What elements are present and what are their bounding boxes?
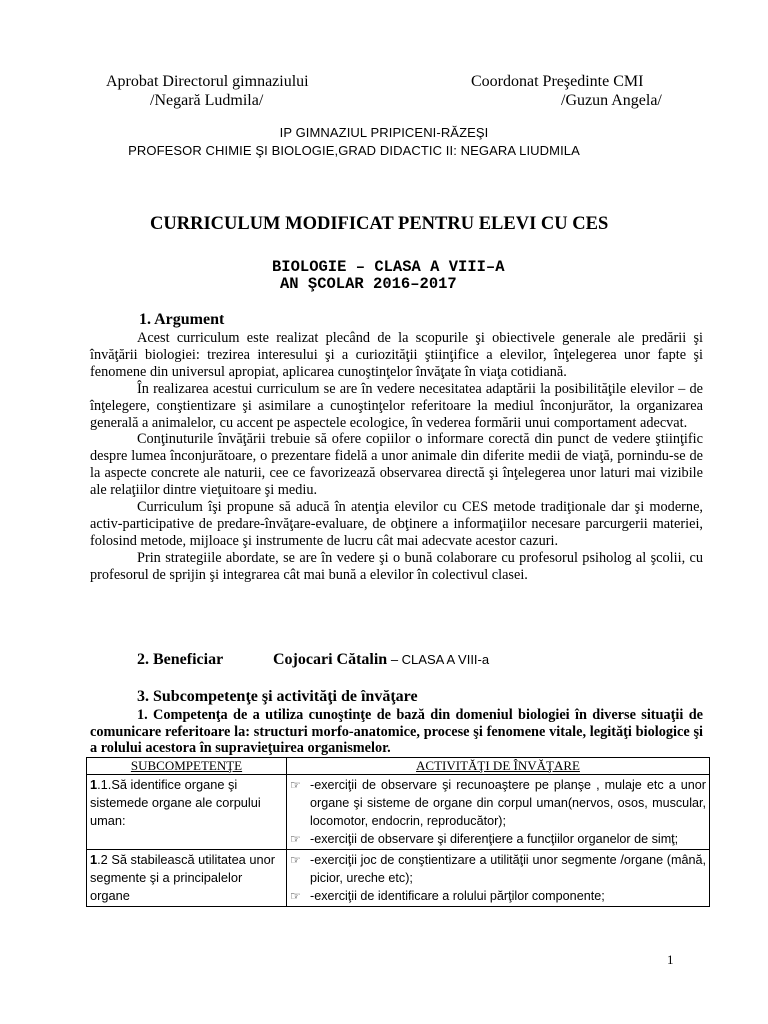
document-title: CURRICULUM MODIFICAT PENTRU ELEVI CU CES <box>150 214 609 234</box>
competence-text: 1. Competenţa de a utiliza cunoştinţe de bază din domeniul biologiei în diverse situaţii de comunicare referitoare la: structuri morfo-anatomice, procese şi fenomene vitale, legităţi biologice şi a rolului acestora în supravieţuirea organismelor. <box>90 707 703 757</box>
subtitle-year: AN ŞCOLAR 2016–2017 <box>280 275 457 293</box>
subcompetenta-cell <box>87 850 287 907</box>
subtitle-subject: BIOLOGIE – CLASA A VIII–A <box>272 258 505 276</box>
activity-text: -exerciţii de observare şi recunoaştere pe planşe , mulaje etc a unor organe şi sisteme de organe din corpul uman(nervos, osos, muscular, locomotor, endocrin, reproducător); <box>310 778 706 828</box>
argument-paragraph: Prin strategiile abordate, se are în vedere şi o bună colaborare cu profesorul psiholog al şcolii, cu profesorul de sprijin şi integrarea cât mai bună a elevilor în colectivul clasei. <box>90 549 703 583</box>
hand-pointing-icon: ☞ <box>290 853 301 867</box>
argument-paragraph: În realizarea acestui curriculum se are în vedere necesitatea adaptării la posibilităţile elevilor – de înţelegere, conştientizare şi asimilare a cunoştinţelor referitoare la mediul înconjurător, la organizarea generală a animalelor, cu accent pe aspectele ecologice, în vederea formării unui comportament adecvat. <box>90 380 703 431</box>
competence-statement <box>90 707 703 757</box>
argument-paragraph: Acest curriculum este realizat plecând de la scopurile şi obiectivele generale ale predării şi învăţării biologiei: trezirea interesului şi a curiozităţii ştiinţifice a elevilor, înţelegerea unor fapte şi fenomene din universul apropiat, aplicarea cunoştinţelor învăţate în viaţa cotidiană. <box>90 330 703 380</box>
approval-left-line2: /Negară Ludmila/ <box>150 92 264 109</box>
subcompetenta-number: 1 <box>90 852 98 867</box>
approval-right-line2: /Guzun Angela/ <box>561 92 662 109</box>
subcompetenta-number: 1 <box>90 777 98 792</box>
hand-pointing-icon: ☞ <box>290 778 301 792</box>
activity-item <box>290 830 706 848</box>
subcompetente-table <box>86 757 710 907</box>
argument-paragraph: Curriculum îşi propune să aducă în atenţia elevilor cu CES metode tradiţionale dar şi moderne, activ-participative de predare-învăţare-evaluare, de obţinere a informaţiilor necesare parcurgerii materiei, folosind metode, mijloace şi instrumente de lucru cât mai adecvate acestor cazuri. <box>90 499 703 549</box>
school-name: IP GIMNAZIUL PRIPICENI-RĂZEŞI <box>279 125 489 140</box>
activity-text: -exerciţii de identificare a rolului părţilor componente; <box>310 889 605 903</box>
subcompetenta-cell <box>87 775 287 850</box>
hand-pointing-icon: ☞ <box>290 832 301 846</box>
beneficiar-heading: 2. Beneficiar <box>137 651 224 668</box>
activity-text: -exerciţii joc de conştientizare a utilităţii unor segmente /organe (mână, picior, ureche etc); <box>310 853 706 885</box>
activities-cell <box>287 850 710 907</box>
table-header-row <box>87 758 710 775</box>
subcompetenta-text: .1.Să identifice organe şi sistemede organe ale corpului uman: <box>90 777 261 828</box>
activity-item <box>290 851 706 887</box>
beneficiar-class: – CLASA A VIII-a <box>387 652 490 667</box>
activities-cell <box>287 775 710 850</box>
activity-item <box>290 776 706 830</box>
approval-left-line1: Aprobat Directorul gimnaziului <box>106 73 309 90</box>
beneficiar-name: Cojocari Cătalin <box>273 651 388 668</box>
argument-heading: 1. Argument <box>139 311 225 328</box>
hand-pointing-icon: ☞ <box>290 889 301 903</box>
table-header-subcompetente: SUBCOMPETENŢE <box>87 758 287 775</box>
argument-paragraph: Conţinuturile învăţării trebuie să ofere copiilor o informare corectă din punct de vedere ştiinţific despre lumea înconjurătoare, o prezentare fidelă a unor animale din diferite medii de viaţă, pornindu-se de la aspecte concrete ale naturii, cee ce favorizează observarea directă şi înţelegerea unor laturi mai vizibile ale relaţiilor dintre vieţuitoare şi mediu. <box>90 431 703 499</box>
beneficiar-line <box>273 651 489 669</box>
teacher-info: PROFESOR CHIMIE ŞI BIOLOGIE,GRAD DIDACTIC II: NEGARA LIUDMILA <box>128 143 580 158</box>
table-row <box>87 775 710 850</box>
activity-text: -exerciţii de observare şi diferenţiere a funcţiilor organelor de simţ; <box>310 832 679 846</box>
argument-body <box>90 330 703 584</box>
table-header-activitati: ACTIVITĂŢI DE ÎNVĂŢARE <box>287 758 710 775</box>
approval-right-line1: Coordonat Preşedinte CMI <box>471 73 644 90</box>
subcompetenta-text: .2 Să stabilească utilitatea unor segmente şi a principalelor organe <box>90 852 275 903</box>
activity-item <box>290 887 706 905</box>
subcompetente-heading: 3. Subcompetenţe şi activităţi de învăţare <box>137 688 418 705</box>
page-number: 1 <box>667 952 674 967</box>
table-row <box>87 850 710 907</box>
